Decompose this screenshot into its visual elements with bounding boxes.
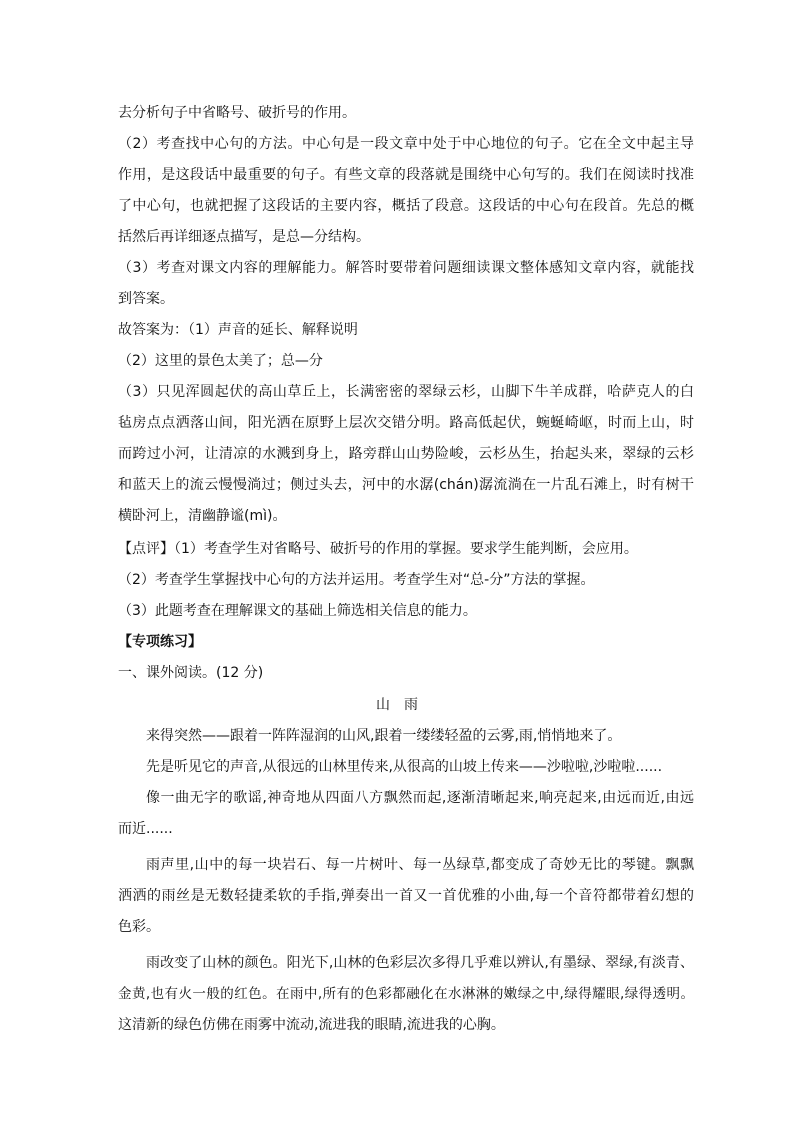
text-line: （3）只见浑圆起伏的高山草丘上，长满密密的翠绿云杉，山脚下牛羊成群，哈萨克人的白 [118, 384, 694, 400]
text-line: 去分析句子中省略号、破折号的作用。 [118, 105, 356, 121]
passage-title: 山 雨 [376, 697, 418, 713]
question-heading: 一、课外阅读。(12 分) [118, 665, 264, 681]
text-line: （2）考查学生掌握找中心句的方法并运用。考查学生对“总-分”方法的掌握。 [118, 572, 595, 588]
text-line: （3）考查对课文内容的理解能力。解答时要带着问题细读课文整体感知文章内容，就能找 [118, 260, 694, 276]
text-line: （3）此题考查在理解课文的基础上筛选相关信息的能力。 [118, 603, 477, 619]
text-line: 毡房点点洒落山间，阳光洒在原野上层次交错分明。路高低起伏，蜿蜒崎岖，时而上山，时 [118, 415, 694, 431]
answer-heading: 故答案为：（1）声音的延长、解释说明 [118, 322, 358, 338]
passage-line: 这清新的绿色仿佛在雨雾中流动,流进我的眼睛,流进我的心胸。 [118, 1017, 505, 1033]
passage-line: 雨改变了山林的颜色。阳光下,山林的色彩层次多得几乎难以辨认,有墨绿、翠绿,有淡青、 [146, 955, 694, 971]
passage-line: 来得突然——跟着一阵阵湿润的山风,跟着一缕缕轻盈的云雾,雨,悄悄地来了。 [146, 728, 622, 744]
passage-line: 而近...... [118, 821, 173, 837]
passage-line: 雨声里,山中的每一块岩石、每一片树叶、每一丛绿草,都变成了奇妙无比的琴键。飘飘 [146, 857, 694, 873]
passage-line: 先是听见它的声音,从很远的山林里传来,从很高的山坡上传来——沙啦啦,沙啦啦...... [146, 759, 663, 775]
passage-line: 洒洒的雨丝是无数轻捷柔软的手指,弹奏出一首又一首优雅的小曲,每一个音符都带着幻想的 [118, 888, 694, 904]
text-line: （2）这里的景色太美了；总—分 [118, 353, 323, 369]
text-line: 到答案。 [118, 291, 174, 307]
text-line: 横卧河上，清幽静谧(mì)。 [118, 508, 287, 524]
text-line: （2）考查找中心句的方法。中心句是一段文章中处于中心地位的句子。它在全文中起主导 [118, 136, 694, 152]
review-line: 【点评】（1）考查学生对省略号、破折号的作用的掌握。要求学生能判断，会应用。 [118, 541, 638, 557]
text-line: 和蓝天上的流云慢慢淌过；侧过头去，河中的水潺(chán)潺流淌在一片乱石滩上，时有树干 [118, 477, 694, 493]
text-line: 作用，是这段话中最重要的句子。有些文章的段落就是围绕中心句写的。我们在阅读时找准 [118, 167, 694, 183]
passage-line: 像一曲无字的歌谣,神奇地从四面八方飘然而起,逐渐清晰起来,响亮起来,由远而近,由远 [146, 790, 694, 806]
passage-line: 金黄,也有火一般的红色。在雨中,所有的色彩都融化在水淋淋的嫩绿之中,绿得耀眼,绿得透明。 [118, 986, 694, 1002]
text-line: 而跨过小河，让清凉的水溅到身上，路旁群山山势险峻，云杉丛生，抬起头来，翠绿的云杉 [118, 446, 694, 462]
text-line: 括然后再详细逐点描写，是总—分结构。 [118, 229, 370, 245]
passage-line: 色彩。 [118, 919, 160, 935]
section-heading: 【专项练习】 [118, 634, 202, 650]
text-line: 了中心句，也就把握了这段话的主要内容，概括了段意。这段话的中心句在段首。先总的概 [118, 198, 694, 214]
